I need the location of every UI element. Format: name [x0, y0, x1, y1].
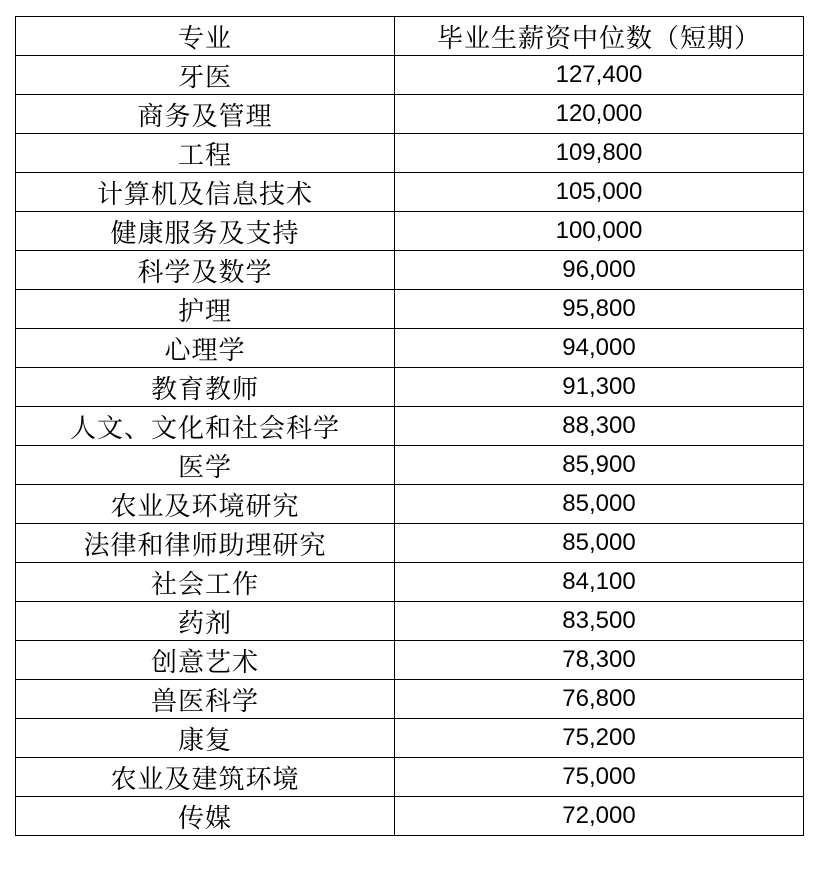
header-salary: 毕业生薪资中位数（短期）	[395, 17, 804, 56]
salary-cell: 100,000	[395, 212, 804, 251]
major-cell: 药剂	[16, 602, 395, 641]
salary-cell: 85,900	[395, 446, 804, 485]
salary-cell: 88,300	[395, 407, 804, 446]
major-cell: 心理学	[16, 329, 395, 368]
salary-cell: 85,000	[395, 485, 804, 524]
table-row	[16, 524, 804, 563]
major-cell: 传媒	[16, 797, 395, 836]
salary-cell: 95,800	[395, 290, 804, 329]
table-row	[16, 680, 804, 719]
major-cell: 创意艺术	[16, 641, 395, 680]
salary-cell: 96,000	[395, 251, 804, 290]
table-header-row	[16, 17, 804, 56]
table-row	[16, 212, 804, 251]
table-row	[16, 95, 804, 134]
major-cell: 康复	[16, 719, 395, 758]
salary-cell: 85,000	[395, 524, 804, 563]
major-cell: 护理	[16, 290, 395, 329]
major-cell: 法律和律师助理研究	[16, 524, 395, 563]
table-row	[16, 485, 804, 524]
salary-cell: 75,000	[395, 758, 804, 797]
salary-cell: 91,300	[395, 368, 804, 407]
salary-cell: 83,500	[395, 602, 804, 641]
major-cell: 兽医科学	[16, 680, 395, 719]
major-cell: 教育教师	[16, 368, 395, 407]
salary-cell: 120,000	[395, 95, 804, 134]
major-cell: 健康服务及支持	[16, 212, 395, 251]
major-cell: 科学及数学	[16, 251, 395, 290]
salary-cell: 127,400	[395, 56, 804, 95]
table-row	[16, 407, 804, 446]
major-cell: 医学	[16, 446, 395, 485]
major-cell: 商务及管理	[16, 95, 395, 134]
salary-cell: 75,200	[395, 719, 804, 758]
salary-cell: 72,000	[395, 797, 804, 836]
major-cell: 计算机及信息技术	[16, 173, 395, 212]
table-row	[16, 641, 804, 680]
table-body	[16, 56, 804, 836]
salary-cell: 94,000	[395, 329, 804, 368]
table-row	[16, 758, 804, 797]
salary-cell: 109,800	[395, 134, 804, 173]
table-row	[16, 797, 804, 836]
major-cell: 牙医	[16, 56, 395, 95]
salary-cell: 84,100	[395, 563, 804, 602]
salary-cell: 105,000	[395, 173, 804, 212]
major-cell: 农业及环境研究	[16, 485, 395, 524]
table-row	[16, 602, 804, 641]
table-row	[16, 329, 804, 368]
table-row	[16, 134, 804, 173]
salary-table	[15, 16, 804, 836]
table-row	[16, 56, 804, 95]
major-cell: 人文、文化和社会科学	[16, 407, 395, 446]
major-cell: 社会工作	[16, 563, 395, 602]
header-major: 专业	[16, 17, 395, 56]
salary-cell: 76,800	[395, 680, 804, 719]
major-cell: 工程	[16, 134, 395, 173]
table-row	[16, 251, 804, 290]
salary-cell: 78,300	[395, 641, 804, 680]
salary-table-container	[15, 16, 804, 836]
major-cell: 农业及建筑环境	[16, 758, 395, 797]
table-row	[16, 446, 804, 485]
table-row	[16, 173, 804, 212]
table-row	[16, 368, 804, 407]
table-row	[16, 290, 804, 329]
table-row	[16, 719, 804, 758]
table-row	[16, 563, 804, 602]
